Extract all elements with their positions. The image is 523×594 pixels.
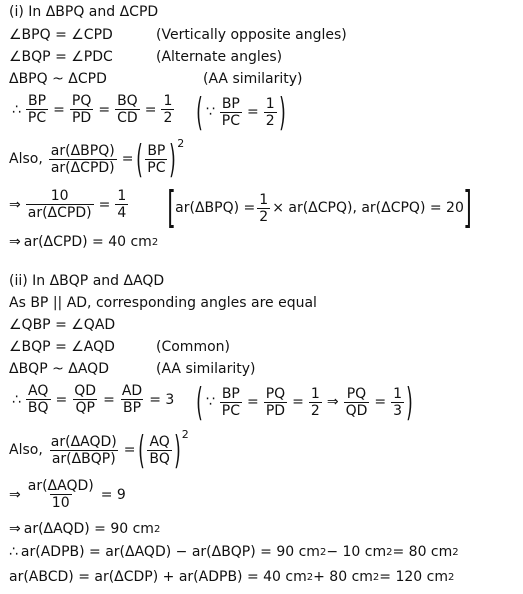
therefore-symbol: ∴ xyxy=(12,101,21,118)
fraction: $\frac{PQ}{PD}$ xyxy=(265,385,286,419)
fraction: $\frac{1}{2}$ xyxy=(265,95,275,129)
part2-adpb-line: ∴ ar(ADPB) = ar(ΔAQD) − ar(ΔBQP) = 90 cm 2 − 10 cm 2 = 80 cm 2 xyxy=(9,544,459,560)
fraction: $\frac{1}{2}$ xyxy=(163,93,173,126)
part1-bracket-note: [ ar(ΔBPQ) = $\frac{1}{2}$ × ar(ΔCPQ), ar(ΔCPQ) = 20 ] xyxy=(167,182,472,233)
part1-ratio-equation: ∴ $\frac{BP}{PC}$ = $\frac{PQ}{PD}$ = $\frac{BQ}{CD}$ = $\frac{1}{2}$ xyxy=(12,93,173,126)
fraction: $\frac{\text{ar(ΔAQD)}}{10}$ xyxy=(27,478,94,511)
part1-angle1-reason: (Vertically opposite angles) xyxy=(156,27,347,43)
part2-area-ratio: Also, $\frac{\text{ar(ΔAQD)}}{\text{ar(ΔBQP)}}$ = ( $\frac{AQ}{BQ}$ ) 2 xyxy=(9,427,189,472)
fraction: $\frac{\text{ar(ΔBPQ)}}{\text{ar(ΔCPD)}}$ xyxy=(50,142,115,176)
part2-angle2: ∠BQP = ∠AQD xyxy=(9,339,115,355)
part2-similar-reason: (AA similarity) xyxy=(156,361,256,377)
part2-result: ⇒ ar(ΔAQD) = 90 cm 2 xyxy=(9,521,161,537)
fraction: $\frac{\text{ar(ΔAQD)}}{\text{ar(ΔBQP)}}$ xyxy=(50,433,117,467)
fraction: $\frac{AD}{BP}$ xyxy=(121,383,143,416)
fraction: $\frac{1}{4}$ xyxy=(117,188,127,221)
part1-angle2-reason: (Alternate angles) xyxy=(156,49,283,65)
fraction: $\frac{BP}{PC}$ xyxy=(147,142,166,176)
fraction: $\frac{BQ}{CD}$ xyxy=(117,93,138,126)
therefore-symbol: ∴ xyxy=(12,391,21,408)
part1-similar: ΔBPQ ~ ΔCPD xyxy=(9,71,107,87)
part2-ratio-equation: ∴ $\frac{AQ}{BQ}$ = $\frac{QD}{QP}$ = $\frac{AD}{BP}$ = 3 xyxy=(12,383,175,416)
part2-intro: (ii) In ΔBQP and ΔAQD xyxy=(9,273,165,289)
because-symbol: ∵ xyxy=(205,394,215,410)
fraction: $\frac{1}{2}$ xyxy=(310,385,320,419)
part1-angle1: ∠BPQ = ∠CPD xyxy=(9,27,113,43)
fraction: $\frac{AQ}{BQ}$ xyxy=(27,383,49,416)
part1-result: ⇒ ar(ΔCPD) = 40 cm 2 xyxy=(9,234,159,250)
fraction: $\frac{BP}{PC}$ xyxy=(221,95,240,129)
fraction: $\frac{1}{2}$ xyxy=(259,191,269,225)
part1-area-ratio: Also, $\frac{\text{ar(ΔBPQ)}}{\text{ar(ΔCPD)}}$ = ( $\frac{BP}{PC}$ ) 2 xyxy=(9,136,185,181)
fraction: $\frac{AQ}{BQ}$ xyxy=(149,433,170,467)
part2-substitution: ⇒ $\frac{\text{ar(ΔAQD)}}{10}$ = 9 xyxy=(9,478,126,511)
part1-substitution: ⇒ $\frac{10}{\text{ar(ΔCPD)}}$ = $\frac{1}{4}$ xyxy=(9,188,127,221)
fraction: $\frac{10}{\text{ar(ΔCPD)}}$ xyxy=(27,188,92,221)
part1-given-note: ( ∵ $\frac{BP}{PC}$ = $\frac{1}{2}$ ) xyxy=(196,90,286,134)
part2-similar: ΔBQP ~ ΔAQD xyxy=(9,361,109,377)
part2-angle1: ∠QBP = ∠QAD xyxy=(9,317,116,333)
part1-similar-reason: (AA similarity) xyxy=(203,71,303,87)
part2-statement: As BP || AD, corresponding angles are equal xyxy=(9,295,317,311)
fraction: $\frac{PQ}{QD}$ xyxy=(345,385,368,419)
fraction: $\frac{QD}{QP}$ xyxy=(74,383,97,416)
fraction: $\frac{BP}{PC}$ xyxy=(27,93,47,126)
because-symbol: ∵ xyxy=(205,104,215,120)
part2-angle2-reason: (Common) xyxy=(156,339,230,355)
fraction: $\frac{BP}{PC}$ xyxy=(221,385,240,419)
part2-given-note: ( ∵ $\frac{BP}{PC}$ = $\frac{PQ}{PD}$ = $\frac{1}{2}$ ⇒ $\frac{PQ}{QD}$ = $\frac{1}{3}$ ) xyxy=(196,380,413,424)
fraction: $\frac{PQ}{PD}$ xyxy=(71,93,92,126)
fraction: $\frac{1}{3}$ xyxy=(393,385,403,419)
part1-angle2: ∠BQP = ∠PDC xyxy=(9,49,113,65)
part1-intro: (i) In ΔBPQ and ΔCPD xyxy=(9,4,159,20)
part2-abcd-line: ar(ABCD) = ar(ΔCDP) + ar(ADPB) = 40 cm 2 + 80 cm 2 = 120 cm 2 xyxy=(9,569,455,585)
